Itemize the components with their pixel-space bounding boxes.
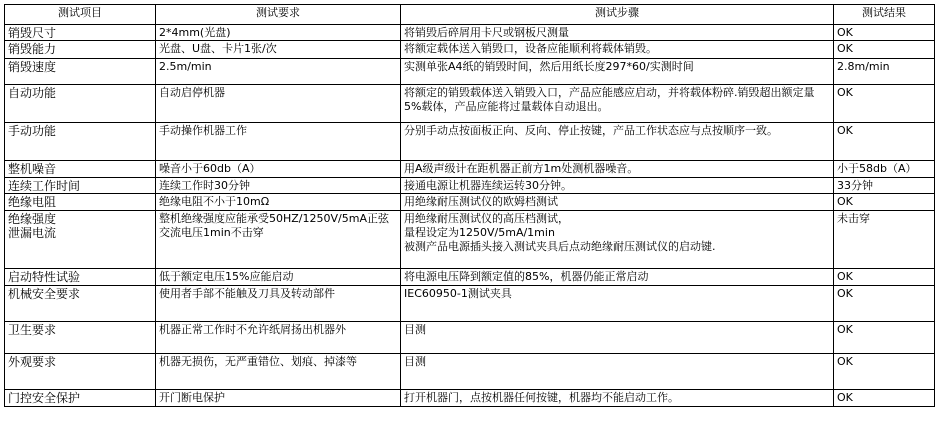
cell-item: 销毁尺寸: [5, 25, 156, 41]
cell-steps: 将销毁后碎屑用卡尺或钢板尺测量: [401, 25, 834, 41]
table-row: [5, 41, 935, 59]
cell-requirement: 开门断电保护: [156, 390, 401, 407]
cell-item: 连续工作时间: [5, 178, 156, 194]
cell-result: OK: [834, 390, 935, 407]
cell-result: OK: [834, 322, 935, 354]
header-test-item: 测试项目: [5, 5, 156, 25]
cell-requirement: 光盘、U盘、卡片1张/次: [156, 41, 401, 59]
cell-requirement: 手动操作机器工作: [156, 123, 401, 161]
cell-item: 启动特性试验: [5, 269, 156, 286]
cell-requirement: 2.5m/min: [156, 59, 401, 85]
cell-result: OK: [834, 85, 935, 123]
cell-steps: 实测单张A4纸的销毁时间，然后用纸长度297*60/实测时间: [401, 59, 834, 85]
cell-steps: 目测: [401, 322, 834, 354]
cell-steps: 打开机器门，点按机器任何按键，机器均不能启动工作。: [401, 390, 834, 407]
cell-result: OK: [834, 269, 935, 286]
cell-steps: 用绝缘耐压测试仪的高压档测试， 量程设定为1250V/5mA/1min 被测产品电源插头接入测试夹具后点动绝缘耐压测试仪的启动键.: [401, 211, 834, 269]
cell-requirement: 连续工作时30分钟: [156, 178, 401, 194]
cell-result: OK: [834, 41, 935, 59]
table-row: [5, 286, 935, 322]
cell-steps: 用A级声级计在距机器正前方1m处测机器噪音。: [401, 161, 834, 178]
cell-result: 33分钟: [834, 178, 935, 194]
cell-requirement: 自动启停机器: [156, 85, 401, 123]
table-row: [5, 59, 935, 85]
table-row: [5, 123, 935, 161]
table-row: [5, 269, 935, 286]
cell-steps: 用绝缘耐压测试仪的欧姆档测试: [401, 194, 834, 211]
cell-requirement: 机器无损伤，无严重错位、划痕、掉漆等: [156, 354, 401, 390]
table-row: [5, 178, 935, 194]
cell-requirement: 绝缘电阻不小于10mΩ: [156, 194, 401, 211]
cell-result: OK: [834, 354, 935, 390]
test-results-table: [4, 4, 935, 407]
cell-steps: 目测: [401, 354, 834, 390]
cell-steps: 分别手动点按面板正向、反向、停止按键，产品工作状态应与点按顺序一致。: [401, 123, 834, 161]
cell-item: 整机噪音: [5, 161, 156, 178]
table-row: [5, 25, 935, 41]
cell-requirement: 使用者手部不能触及刀具及转动部件: [156, 286, 401, 322]
cell-steps: 接通电源让机器连续运转30分钟。: [401, 178, 834, 194]
cell-result: 2.8m/min: [834, 59, 935, 85]
cell-steps: 将电源电压降到额定值的85%，机器仍能正常启动: [401, 269, 834, 286]
cell-item: 自动功能: [5, 85, 156, 123]
cell-item: 外观要求: [5, 354, 156, 390]
cell-requirement: 低于额定电压15%应能启动: [156, 269, 401, 286]
cell-item: 机械安全要求: [5, 286, 156, 322]
table-header-row: [5, 5, 935, 25]
cell-item: 卫生要求: [5, 322, 156, 354]
cell-item: 绝缘强度 泄漏电流: [5, 211, 156, 269]
cell-result: OK: [834, 194, 935, 211]
cell-item: 销毁速度: [5, 59, 156, 85]
header-test-steps: 测试步骤: [401, 5, 834, 25]
cell-requirement: 机器正常工作时不允许纸屑扬出机器外: [156, 322, 401, 354]
header-test-result: 测试结果: [834, 5, 935, 25]
cell-result: OK: [834, 123, 935, 161]
table-row: [5, 85, 935, 123]
cell-item: 门控安全保护: [5, 390, 156, 407]
table-row: [5, 354, 935, 390]
cell-result: OK: [834, 286, 935, 322]
cell-requirement: 2*4mm(光盘): [156, 25, 401, 41]
header-test-requirement: 测试要求: [156, 5, 401, 25]
table-row: [5, 161, 935, 178]
table-row: [5, 211, 935, 269]
cell-result: 小于58db（A）: [834, 161, 935, 178]
cell-steps: 将额定的销毁载体送入销毁入口，产品应能感应启动，并将载体粉碎.销毁超出额定量5%载体，产品应能将过量载体自动退出。: [401, 85, 834, 123]
table-row: [5, 390, 935, 407]
table-row: [5, 322, 935, 354]
cell-item: 绝缘电阻: [5, 194, 156, 211]
cell-requirement: 噪音小于60db（A）: [156, 161, 401, 178]
cell-steps: 将额定载体送入销毁口，设备应能顺利将载体销毁。: [401, 41, 834, 59]
cell-steps: IEC60950-1测试夹具: [401, 286, 834, 322]
cell-requirement: 整机绝缘强度应能承受50HZ/1250V/5mA正弦交流电压1min不击穿: [156, 211, 401, 269]
cell-item: 手动功能: [5, 123, 156, 161]
cell-result: OK: [834, 25, 935, 41]
table-row: [5, 194, 935, 211]
cell-result: 未击穿: [834, 211, 935, 269]
cell-item: 销毁能力: [5, 41, 156, 59]
